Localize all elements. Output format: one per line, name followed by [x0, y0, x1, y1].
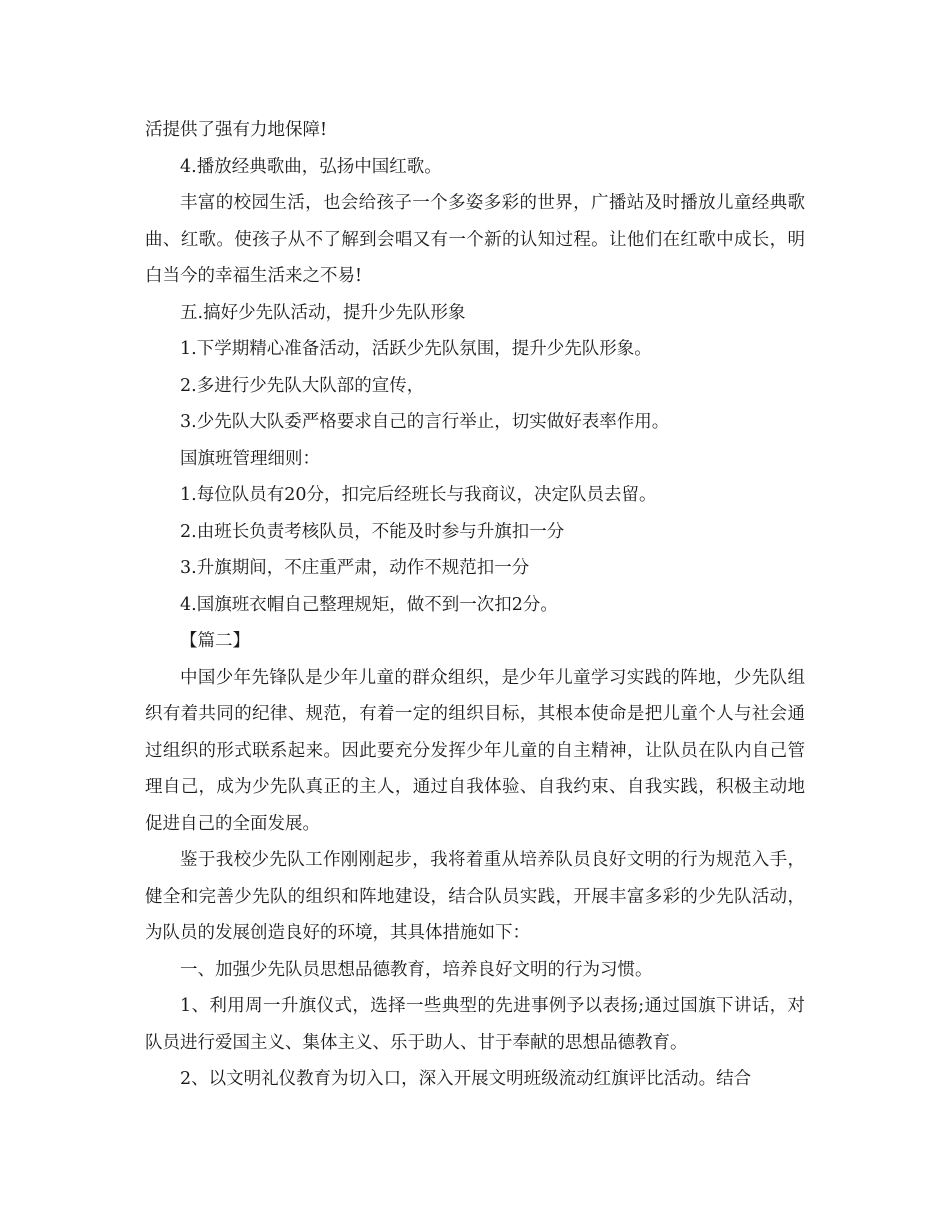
- paragraph: 3.升旗期间，不庄重严肃，动作不规范扣一分: [180, 558, 530, 578]
- paragraph: 2.由班长负责考核队员，不能及时参与升旗扣一分: [180, 521, 565, 542]
- paragraph: 活提供了强有力地保障!: [145, 120, 328, 140]
- paragraph: 国旗班管理细则：: [180, 448, 320, 469]
- paragraph: 4.国旗班衣帽自己整理规矩，做不到一次扣2分。: [180, 594, 558, 615]
- paragraph: 鉴于我校少先队工作刚刚起步，我将着重从培养队员良好文明的行为规范入手，健全和完善少先队的组织和阵地建设，结合队员实践，开展丰富多彩的少先队活动，为队员的发展创造良好的环境，其具体措施如下：: [145, 850, 805, 943]
- paragraph: 丰富的校园生活，也会给孩子一个多姿多彩的世界，广播站及时播放儿童经典歌曲、红歌。使孩子从不了解到会唱又有一个新的认知过程。让他们在红歌中成长，明白当今的幸福生活来之不易!: [145, 193, 805, 286]
- paragraph: 1、利用周一升旗仪式，选择一些典型的先进事例予以表扬;通过国旗下讲话，对队员进行爱国主义、集体主义、乐于助人、甘于奉献的思想品德教育。: [145, 996, 805, 1053]
- paragraph: 中国少年先锋队是少年儿童的群众组织，是少年儿童学习实践的阵地，少先队组织有着共同的纪律、规范，有着一定的组织目标，其根本使命是把儿童个人与社会通过组织的形式联系起来。因此要充分发挥少年儿童的自主精神，让队员在队内自己管理自己，成为少先队真正的主人，通过自我体验、自我约束、自我实践，积极主动地促进自己的全面发展。: [145, 667, 805, 834]
- paragraph: 2.多进行少先队大队部的宣传，: [180, 375, 425, 396]
- paragraph: 4.播放经典歌曲，弘扬中国红歌。: [180, 156, 442, 177]
- document-body: [145, 112, 805, 1098]
- paragraph: 2、以文明礼仪教育为切入口，深入开展文明班级流动红旗评比活动。结合: [180, 1069, 752, 1089]
- paragraph: 1.每位队员有20分，扣完后经班长与我商议，决定队员去留。: [180, 485, 657, 505]
- paragraph: 一、加强少先队员思想品德教育，培养良好文明的行为习惯。: [180, 959, 653, 980]
- paragraph: 3.少先队大队委严格要求自己的言行举止，切实做好表率作用。: [180, 412, 670, 432]
- paragraph: 1.下学期精心准备活动，活跃少先队氛围，提升少先队形象。: [180, 339, 652, 359]
- paragraph: 五.搞好少先队活动，提升少先队形象: [180, 302, 466, 323]
- paragraph: 【篇二】: [180, 631, 250, 651]
